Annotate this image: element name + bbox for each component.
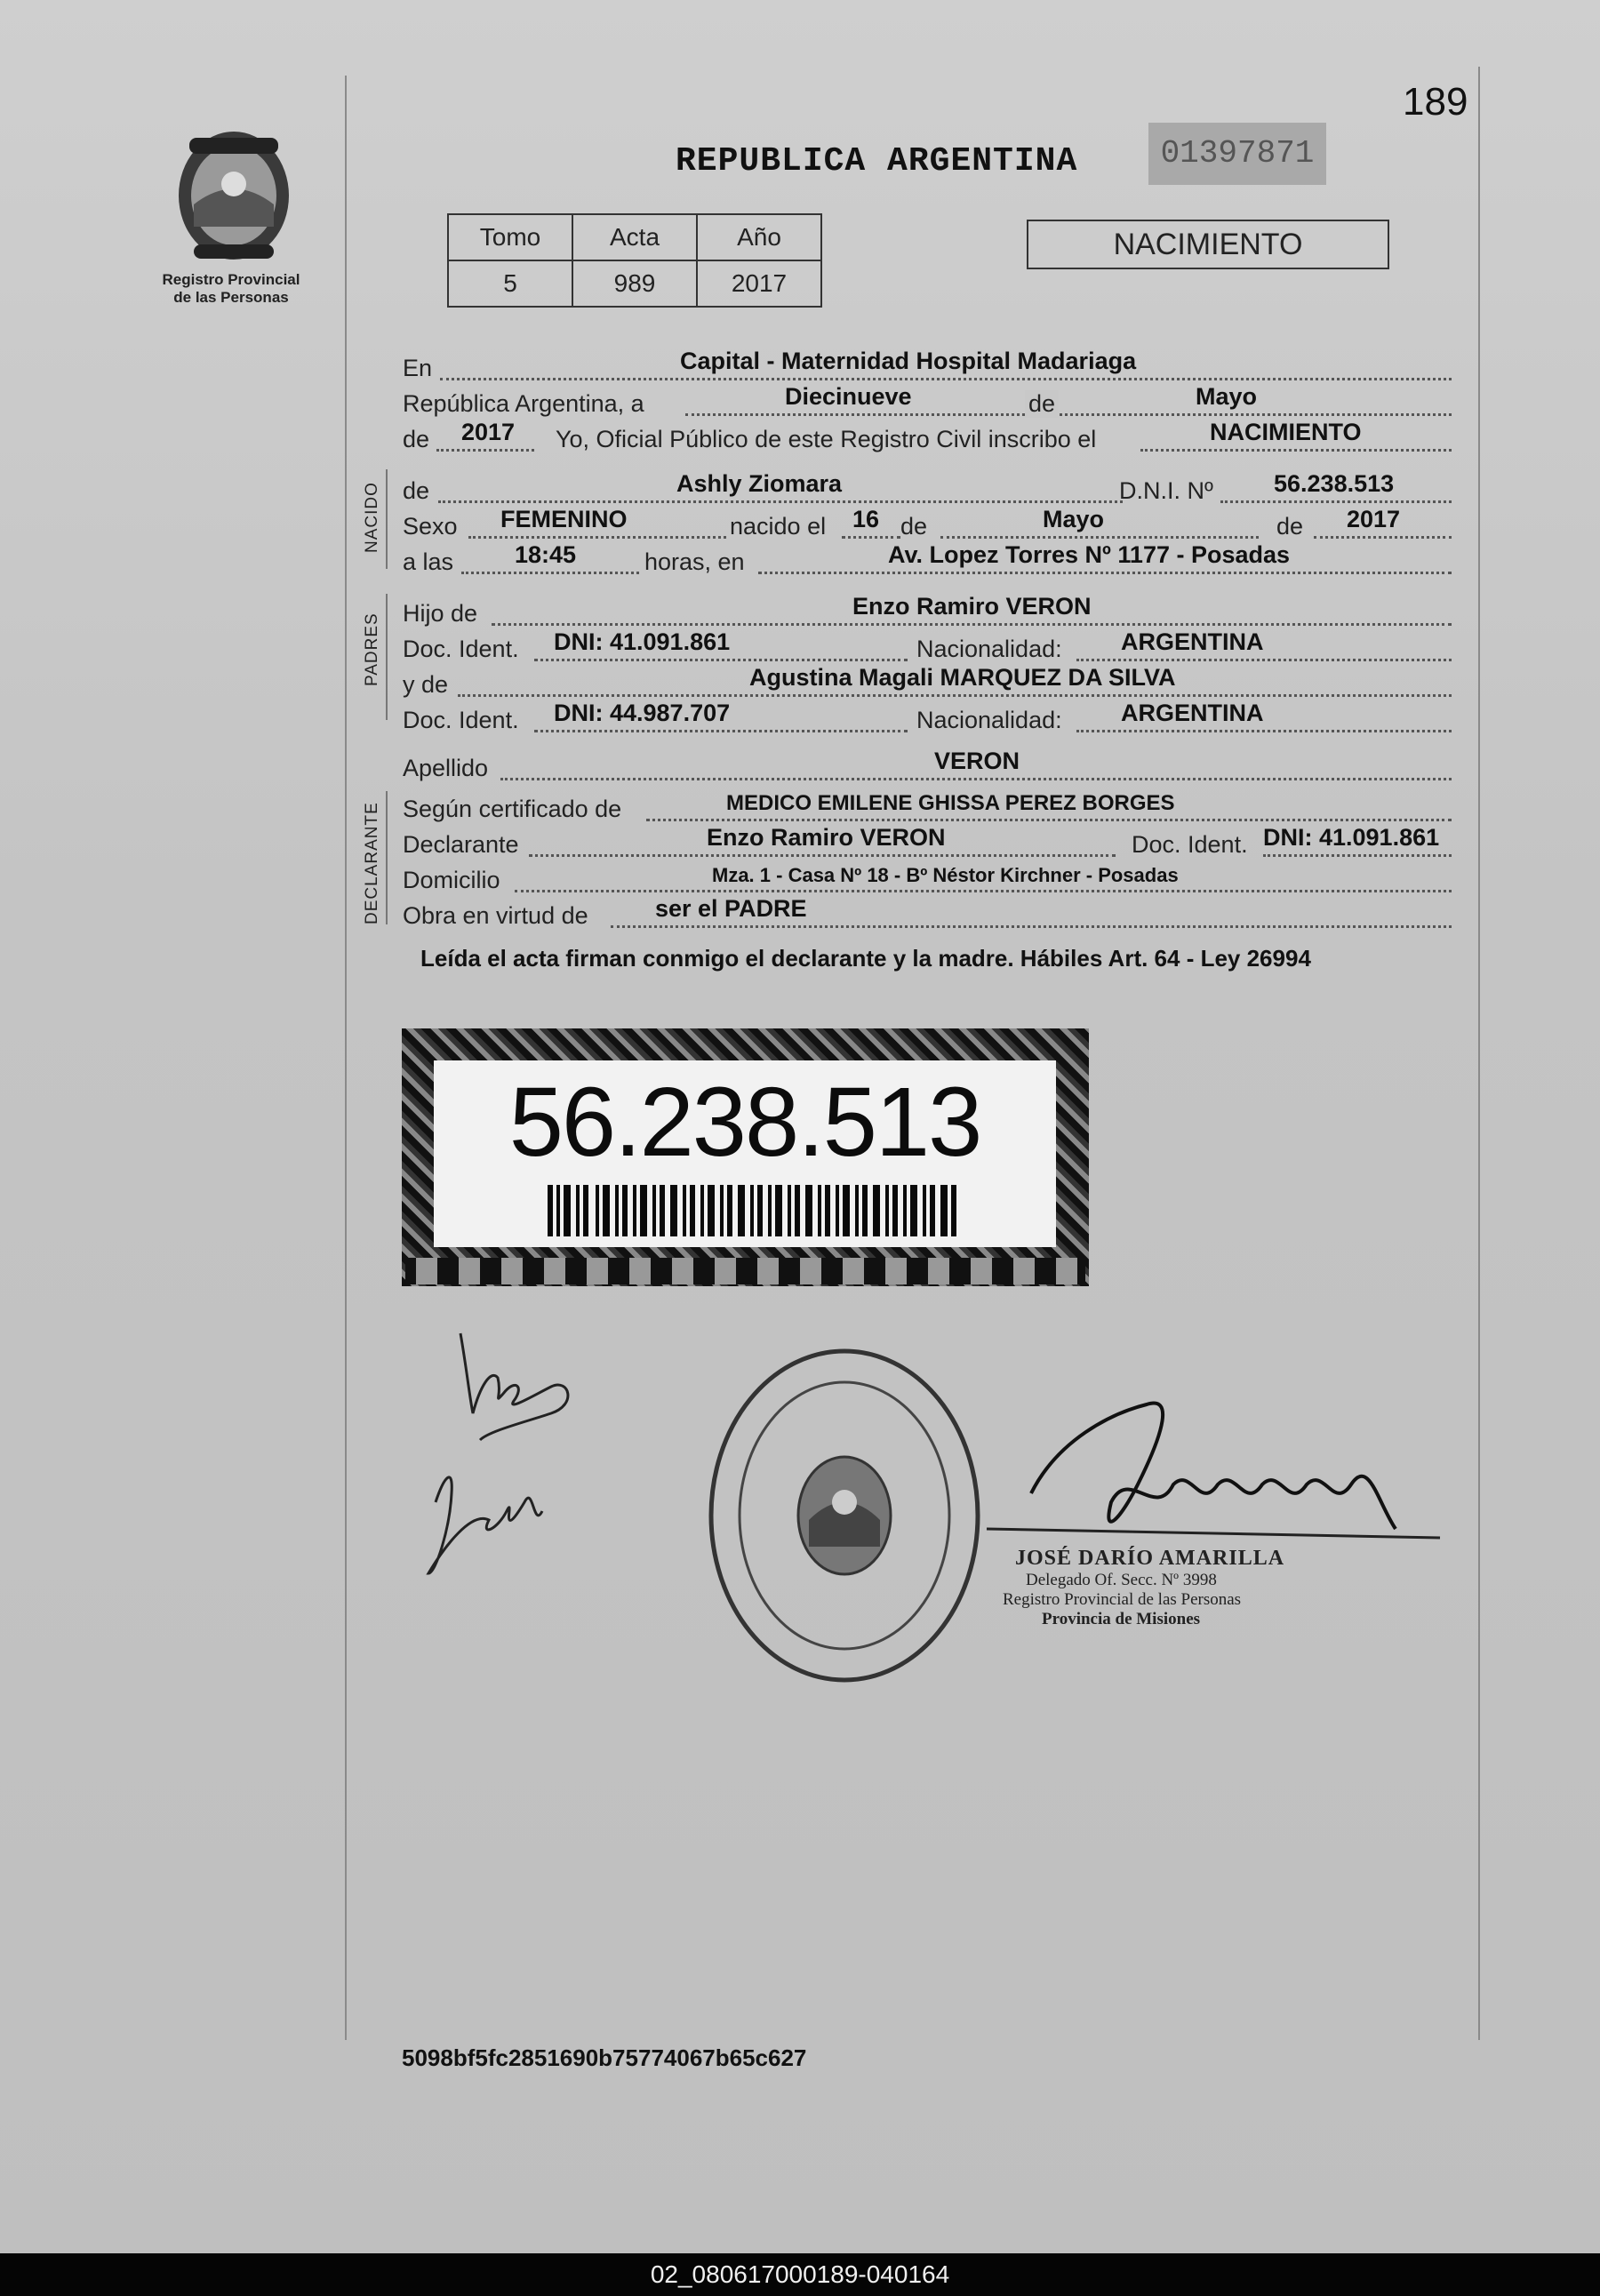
misiones-emblem-icon: [167, 120, 300, 271]
declarante-doc-label: Doc. Ident.: [1132, 831, 1248, 858]
mother-doc-label: Doc. Ident.: [403, 707, 519, 733]
child-name: Ashly Ziomara: [676, 470, 843, 497]
apellido-label: Apellido: [403, 755, 489, 781]
line-date: [403, 384, 1452, 420]
domicilio-label: Domicilio: [403, 867, 500, 893]
official-role: Delegado Of. Secc. Nº 3998: [1026, 1571, 1217, 1589]
line-domicilio: [403, 860, 1452, 896]
dni-barcode-sticker: [402, 1028, 1089, 1286]
official-stamp-icon: [702, 1342, 987, 1689]
birth-time: 18:45: [515, 541, 577, 568]
year-prefix-label: de: [403, 426, 430, 452]
sexo-label: Sexo: [403, 513, 458, 540]
mother-name: Agustina Magali MARQUEZ DA SILVA: [749, 664, 1176, 691]
oficial-text: Yo, Oficial Público de este Registro Civil inscribo el: [556, 426, 1097, 452]
mother-doc: DNI: 44.987.707: [554, 700, 731, 726]
registry-label: [142, 271, 320, 307]
padres-section-label: PADRES: [363, 612, 381, 686]
line-mother-doc: [403, 700, 1452, 736]
line-time-place: [403, 542, 1452, 578]
line-name: [403, 471, 1452, 507]
line-father: [403, 594, 1452, 629]
obra-label: Obra en virtud de: [403, 902, 588, 929]
de-label: de: [1025, 390, 1059, 418]
line-mother: [403, 665, 1452, 700]
value-acta: 989: [572, 260, 697, 307]
declarante-name: Enzo Ramiro VERON: [707, 824, 946, 851]
official-block: [1003, 1547, 1285, 1629]
barcode-security-strip: [405, 1258, 1085, 1284]
year-value: 2017: [461, 419, 516, 445]
en-label: En: [403, 355, 433, 381]
cert-value: MEDICO EMILENE GHISSA PEREZ BORGES: [726, 791, 1175, 815]
header-ano: Año: [697, 214, 821, 260]
birth-month: Mayo: [1043, 506, 1105, 532]
line-apellido: [403, 748, 1452, 784]
hijo-de-label: Hijo de: [403, 600, 478, 627]
father-nationality: ARGENTINA: [1121, 628, 1264, 655]
document-hash: 5098bf5fc2851690b75774067b65c627: [402, 2044, 807, 2071]
official-org: Registro Provincial de las Personas: [1003, 1590, 1242, 1609]
declarante-signature-icon: [418, 1316, 613, 1600]
dni-label: D.N.I. Nº: [1119, 477, 1213, 504]
day-value: Diecinueve: [785, 383, 912, 410]
header-tomo: Tomo: [448, 214, 572, 260]
father-doc-label: Doc. Ident.: [403, 636, 519, 662]
birth-de-label: de: [900, 513, 928, 540]
document-title: REPUBLICA ARGENTINA: [676, 142, 1078, 180]
father-name: Enzo Ramiro VERON: [852, 593, 1092, 620]
value-tomo: 5: [448, 260, 572, 307]
nacido-section-label: NACIDO: [363, 482, 381, 553]
sexo-value: FEMENINO: [500, 506, 628, 532]
birth-address: Av. Lopez Torres Nº 1177 - Posadas: [888, 541, 1291, 568]
line-cert: [403, 789, 1452, 825]
serial-number: 01397871: [1148, 123, 1326, 185]
month-value: Mayo: [1196, 383, 1258, 410]
child-dni: 56.238.513: [1274, 470, 1395, 497]
mother-nationality: ARGENTINA: [1121, 700, 1264, 726]
right-margin-rule: [1478, 67, 1480, 2040]
barcode-number: 56.238.513: [508, 1068, 981, 1177]
scan-filename-footer: 02_080617000189-040164: [0, 2253, 1600, 2296]
line-sex-birth: [403, 507, 1452, 542]
declarante-doc: DNI: 41.091.861: [1263, 824, 1440, 851]
father-doc: DNI: 41.091.861: [554, 628, 731, 655]
left-margin-rule: [345, 76, 347, 2040]
registry-label-line1: Registro Provincial: [162, 271, 300, 288]
cert-label: Según certificado de: [403, 796, 622, 822]
a-las-label: a las: [403, 548, 454, 575]
official-name: JOSÉ DARÍO AMARILLA: [1015, 1547, 1285, 1570]
barcode-icon: [548, 1185, 956, 1236]
mother-nat-label: Nacionalidad:: [916, 707, 1062, 733]
apellido-value: VERON: [934, 748, 1020, 774]
line-declarante: [403, 825, 1452, 860]
header-acta: Acta: [572, 214, 697, 260]
republica-label: República Argentina, a: [403, 390, 644, 417]
horas-en-label: horas, en: [644, 548, 745, 575]
y-de-label: y de: [403, 671, 449, 698]
declarante-section-label: DECLARANTE: [363, 802, 381, 924]
nacido-el-label: nacido el: [730, 513, 827, 540]
obra-value: ser el PADRE: [655, 895, 807, 922]
birth-year: 2017: [1347, 506, 1401, 532]
record-kind: NACIMIENTO: [1027, 220, 1389, 269]
official-province: Provincia de Misiones: [1042, 1610, 1201, 1628]
line-obra: [403, 896, 1452, 932]
act-type-value: NACIMIENTO: [1210, 419, 1362, 445]
value-ano: 2017: [697, 260, 821, 307]
birth-day: 16: [852, 506, 880, 532]
birth-de-label-2: de: [1276, 513, 1304, 540]
nacido-de-label: de: [403, 477, 430, 504]
line-year: [403, 420, 1452, 455]
declarante-label: Declarante: [403, 831, 519, 858]
legal-note: Leída el acta firman conmigo el declarante y la madre. Hábiles Art. 64 - Ley 26994: [420, 945, 1311, 972]
line-place: [403, 348, 1452, 384]
place-value: Capital - Maternidad Hospital Madariaga: [680, 348, 1137, 374]
registry-label-line2: de las Personas: [173, 289, 289, 306]
record-table: [447, 213, 822, 308]
line-father-doc: [403, 629, 1452, 665]
domicilio-value: Mza. 1 - Casa Nº 18 - Bº Néstor Kirchner - Posadas: [712, 864, 1179, 886]
father-nat-label: Nacionalidad:: [916, 636, 1062, 662]
folio-number: 189: [1403, 80, 1468, 124]
